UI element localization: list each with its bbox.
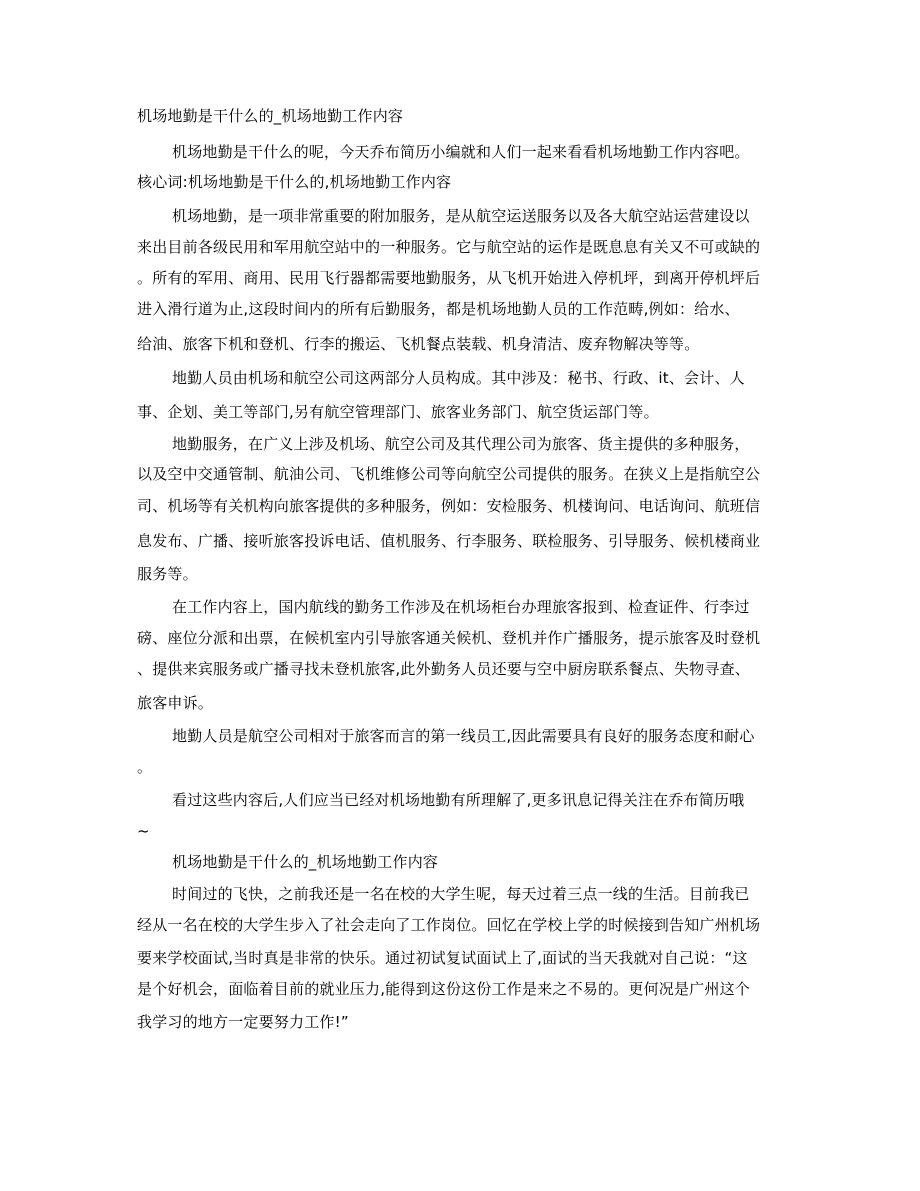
text-line: 磅、座位分派和出票，在候机室内引导旅客通关候机、登机并作广播服务，提示旅客及时登机 xyxy=(137,629,761,647)
text-line: 时间过的飞快，之前我还是一名在校的大学生呢，每天过着三点一线的生活。目前我已 xyxy=(172,885,750,903)
document-title: 机场地勤是干什么的_机场地勤工作内容 xyxy=(137,107,404,125)
text-line: 进入滑行道为止,这段时间内的所有后勤服务，都是机场地勤人员的工作范畴,例如：给水、 xyxy=(137,300,740,318)
text-line: 事、企划、美工等部门,另有航空管理部门、旅客业务部门、航空货运部门等。 xyxy=(137,403,659,421)
intro-line: 机场地勤是干什么的呢，今天乔布简历小编就和人们一起来看看机场地勤工作内容吧。 xyxy=(172,143,750,161)
text-line: 。 xyxy=(137,758,153,776)
text-line: 地勤人员由机场和航空公司这两部分人员构成。其中涉及：秘书、行政、it、会计、人 xyxy=(172,369,745,387)
text-line: 服务等。 xyxy=(137,565,198,583)
text-line: 司、机场等有关机构向旅客提供的多种服务，例如：安检服务、机楼询问、电话询问、航班信 xyxy=(137,497,761,515)
text-line: 旅客申诉。 xyxy=(137,694,214,712)
text-line: 机场地勤，是一项非常重要的附加服务，是从航空运送服务以及各大航空站运营建设以 xyxy=(172,207,750,225)
keywords-line: 核心词:机场地勤是干什么的,机场地勤工作内容 xyxy=(137,173,452,191)
text-line: 。所有的军用、商用、民用飞行器都需要地勤服务，从飞机开始进入停机坪，到离开停机坪后 xyxy=(137,269,761,287)
text-line: 经从一名在校的大学生步入了社会走向了工作岗位。回忆在学校上学的时候接到告知广州机场 xyxy=(137,916,761,934)
text-line: 要来学校面试,当时真是非常的快乐。通过初试复试面试上了,面试的当天我就对自己说：“这 xyxy=(137,949,748,967)
text-line: 地勤服务，在广义上涉及机场、航空公司及其代理公司为旅客、货主提供的多种服务， xyxy=(172,435,750,453)
text-line: 地勤人员是航空公司相对于旅客而言的第一线员工,因此需要具有良好的服务态度和耐心 xyxy=(172,727,755,745)
text-line: 、提供来宾服务或广播寻找未登机旅客,此外勤务人员还要与空中厨房联系餐点、失物寻查、 xyxy=(137,660,750,678)
section-heading: 机场地勤是干什么的_机场地勤工作内容 xyxy=(172,853,439,871)
text-line: ~ xyxy=(137,822,150,840)
text-line: 来出目前各级民用和军用航空站中的一种服务。它与航空站的运作是既息息有关又不可或缺的 xyxy=(137,238,761,256)
text-line: 以及空中交通管制、航油公司、飞机维修公司等向航空公司提供的服务。在狭义上是指航空公 xyxy=(137,465,761,483)
text-line: 息发布、广播、接听旅客投诉电话、值机服务、行李服务、联检服务、引导服务、候机楼商业 xyxy=(137,532,761,550)
text-line: 在工作内容上，国内航线的勤务工作涉及在机场柜台办理旅客报到、检查证件、行李过 xyxy=(172,598,750,616)
text-line: 给油、旅客下机和登机、行李的搬运、飞机餐点装载、机身清洁、废弃物解决等等。 xyxy=(137,335,700,353)
text-line: 看过这些内容后,人们应当已经对机场地勤有所理解了,更多讯息记得关注在乔布简历哦 xyxy=(172,791,745,809)
text-line: 是个好机会，面临着目前的就业压力,能得到这份这份工作是来之不易的。更何况是广州这个 xyxy=(137,980,750,998)
text-line: 我学习的地方一定要努力工作!” xyxy=(137,1013,349,1031)
